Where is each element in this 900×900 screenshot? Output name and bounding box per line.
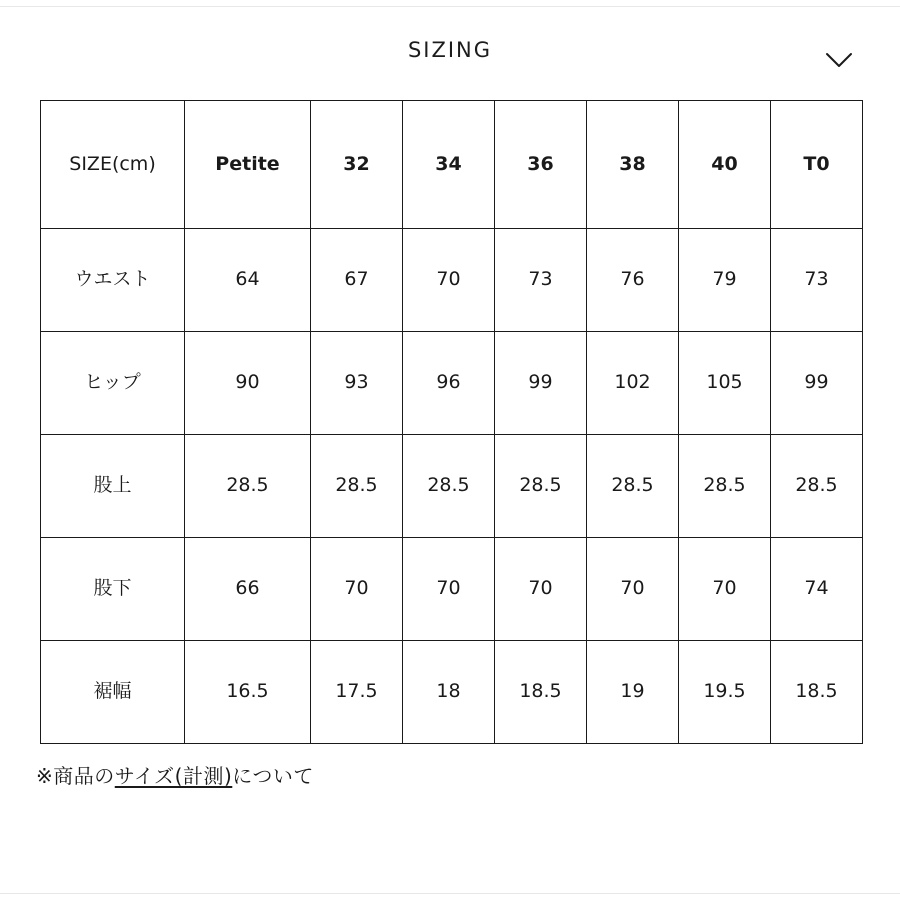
table-cell: 102 — [587, 332, 679, 435]
page-title: SIZING — [407, 38, 493, 62]
table-header-cell: Petite — [185, 101, 311, 229]
table-row — [41, 229, 863, 332]
table-row-label: 裾幅 — [41, 641, 185, 744]
table-row — [41, 641, 863, 744]
table-cell: 66 — [185, 538, 311, 641]
table-cell: 67 — [311, 229, 403, 332]
table-cell: 70 — [403, 229, 495, 332]
table-cell: 18.5 — [771, 641, 863, 744]
table-cell: 96 — [403, 332, 495, 435]
table-cell: 17.5 — [311, 641, 403, 744]
table-cell: 90 — [185, 332, 311, 435]
table-cell: 76 — [587, 229, 679, 332]
table-cell: 73 — [771, 229, 863, 332]
table-cell: 70 — [403, 538, 495, 641]
measurement-link[interactable]: サイズ(計測) — [114, 764, 233, 788]
table-header-cell: 38 — [587, 101, 679, 229]
table-cell: 99 — [495, 332, 587, 435]
table-header-cell: 34 — [403, 101, 495, 229]
table-cell: 70 — [311, 538, 403, 641]
page-bottom-divider — [0, 893, 900, 894]
table-header-cell: SIZE(cm) — [41, 101, 185, 229]
table-cell: 18 — [403, 641, 495, 744]
table-header-cell: 40 — [679, 101, 771, 229]
table-cell: 18.5 — [495, 641, 587, 744]
table-header-row — [41, 101, 863, 229]
table-cell: 99 — [771, 332, 863, 435]
table-cell: 28.5 — [403, 435, 495, 538]
table-cell: 16.5 — [185, 641, 311, 744]
table-cell: 28.5 — [771, 435, 863, 538]
table-row — [41, 332, 863, 435]
table-header-cell: 32 — [311, 101, 403, 229]
table-row-label: ヒップ — [41, 332, 185, 435]
table-cell: 105 — [679, 332, 771, 435]
sizing-table-wrapper — [40, 100, 860, 744]
table-cell: 28.5 — [587, 435, 679, 538]
sizing-table — [40, 100, 863, 744]
table-row — [41, 435, 863, 538]
table-cell: 73 — [495, 229, 587, 332]
table-cell: 70 — [587, 538, 679, 641]
table-cell: 28.5 — [679, 435, 771, 538]
table-cell: 28.5 — [185, 435, 311, 538]
table-row — [41, 538, 863, 641]
table-cell: 64 — [185, 229, 311, 332]
table-cell: 70 — [679, 538, 771, 641]
table-cell: 79 — [679, 229, 771, 332]
table-header-cell: T0 — [771, 101, 863, 229]
table-cell: 93 — [311, 332, 403, 435]
sizing-header — [0, 0, 900, 100]
table-cell: 19 — [587, 641, 679, 744]
table-cell: 28.5 — [311, 435, 403, 538]
table-cell: 28.5 — [495, 435, 587, 538]
table-cell: 70 — [495, 538, 587, 641]
table-row-label: 股下 — [41, 538, 185, 641]
footnote — [36, 760, 900, 789]
table-row-label: ウエスト — [41, 229, 185, 332]
table-cell: 74 — [771, 538, 863, 641]
footnote-prefix: ※商品の — [36, 764, 115, 788]
table-header-cell: 36 — [495, 101, 587, 229]
footnote-suffix: について — [232, 764, 314, 788]
chevron-down-icon[interactable] — [824, 46, 854, 76]
table-cell: 19.5 — [679, 641, 771, 744]
table-row-label: 股上 — [41, 435, 185, 538]
